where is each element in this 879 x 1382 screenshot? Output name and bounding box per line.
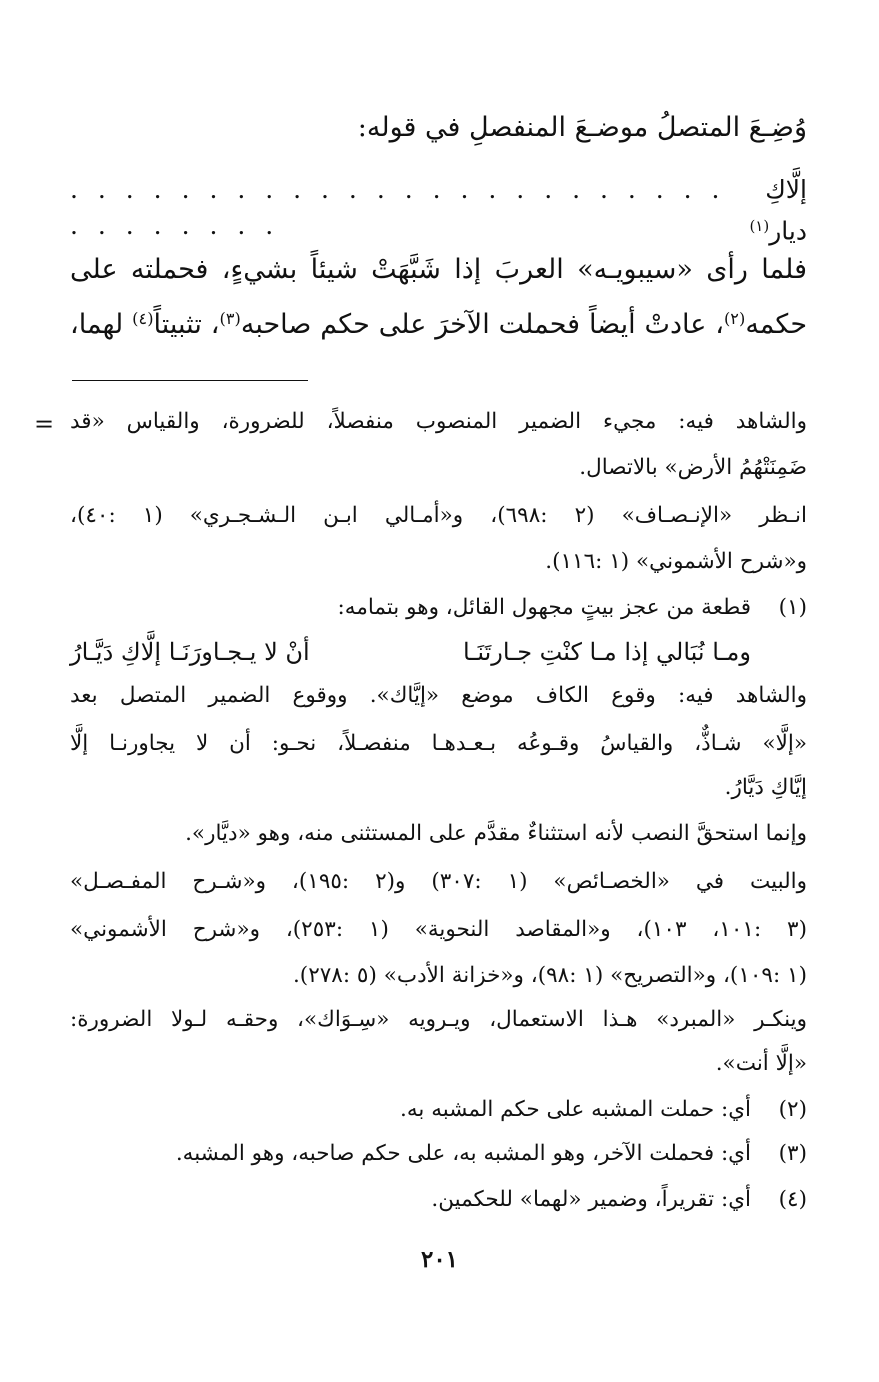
footnote-1-intro: قطعة من عجز بيتٍ مجهول القائل، وهو بتمامه: <box>337 595 751 620</box>
verse-first-hemistich: ومـا نُبَالي إذا مـا كنْتِ جـارتَنَـا <box>463 638 751 666</box>
footnote-separator <box>72 380 308 381</box>
footnote-1-line-3: إيَّاكِ دَيَّارُ. <box>724 775 807 800</box>
footnote-1-line-5: والبيت في «الخصـائص» (١ :٣٠٧) و(٢ :١٩٥)، و«شـرح المفـصـل» <box>70 869 807 894</box>
footnote-1-line-8: وينكـر «المبرد» هـذا الاستعمال، ويـرويه «سِـوَاك»، وحقـه لـولا الضرورة: <box>70 1007 807 1032</box>
page-number: ٢٠١ <box>420 1246 459 1273</box>
footnote-2-number: (٢) <box>778 1097 807 1122</box>
footnote-ref-4: (٤) <box>132 309 154 328</box>
continuation-marker: = <box>34 410 55 438</box>
footnote-1-verse <box>70 634 751 670</box>
footnote-4-text: أي: تقريراً، وضمير «لهما» للحكمين. <box>431 1187 751 1212</box>
footnote-1-line-6: (٣ :١٠١، ١٠٣)، و«المقاصد النحوية» (١ :٢٥٣)، و«شرح الأشموني» <box>70 917 807 942</box>
cont-line-1: والشاهد فيه: مجيء الضمير المنصوب منفصلاً، للضرورة، والقياس «قد <box>70 409 807 434</box>
footnote-1-line-7: (١ :١٠٩)، و«التصريح» (١ :٩٨)، و«خزانة الأدب» (٥ :٢٧٨). <box>292 963 807 988</box>
main-line-3: فلما رأى «سيبويـه» العربَ إذا شَبَّهَتْ شيئاً بشيءٍ، فحملته على <box>70 254 807 285</box>
footnote-2-text: أي: حملت المشبه على حكم المشبه به. <box>400 1097 751 1122</box>
verse-ellipsis: . . . . . . . . . . . . . . . . . . . . . . . . . . . . . . . . <box>70 175 726 240</box>
main-line-4: حكمه$^{(٢)}$، عادتْ أيضاً فحملت الآخرَ على حكم صاحبه$^{(٣)}$، تثبيتاً$^{(٤)}$ لهما، <box>70 308 808 340</box>
footnote-3-number: (٣) <box>778 1141 807 1166</box>
footnote-1-line-9: «إلَّا أنت». <box>715 1051 807 1076</box>
footnote-ref-2: (٢) <box>723 309 746 328</box>
footnote-1-number: (١) <box>778 595 807 620</box>
footnote-1-line-4: وإنما استحقَّ النصب لأنه استثناءٌ مقدَّم على المستثنى منه، وهو «ديَّار». <box>185 821 807 846</box>
cont-line-4: و«شرح الأشموني» (١ :١١٦). <box>545 549 807 574</box>
footnote-1-line-2: «إلَّا» شـاذٌّ، والقياسُ وقـوعُه بـعـدهـا منفصـلاً، نحـو: أن لا يجاورنـا إلَّا <box>70 731 807 756</box>
cont-line-2: ضَمِنَتْهُمُ الأرض» بالاتصال. <box>579 455 807 480</box>
verse-fragment: إلَّاكِ ديار$^{(١)}$ <box>749 175 807 246</box>
footnote-4-number: (٤) <box>778 1187 807 1212</box>
verse-second-hemistich: أنْ لا يـجـاورَنَـا إلَّاكِ دَيَّـارُ <box>70 638 310 666</box>
main-line-1: وُضِـعَ المتصلُ موضـعَ المنفصلِ في قوله: <box>357 112 807 143</box>
footnote-3-text: أي: فحملت الآخر، وهو المشبه به، على حكم صاحبه، وهو المشبه. <box>175 1141 751 1166</box>
cont-line-3: انـظر «الإنـصـاف» (٢ :٦٩٨)، و«أمـالي ابـن الـشـجـري» (١ :٤٠)، <box>70 503 808 528</box>
footnote-ref-1: (١) <box>749 217 770 235</box>
quoted-verse <box>70 172 807 249</box>
footnote-1-line-1: والشاهد فيه: وقوع الكاف موضع «إيَّاك». ووقوع الضمير المتصل بعد <box>70 683 807 708</box>
footnote-ref-3: (٣) <box>219 309 241 328</box>
